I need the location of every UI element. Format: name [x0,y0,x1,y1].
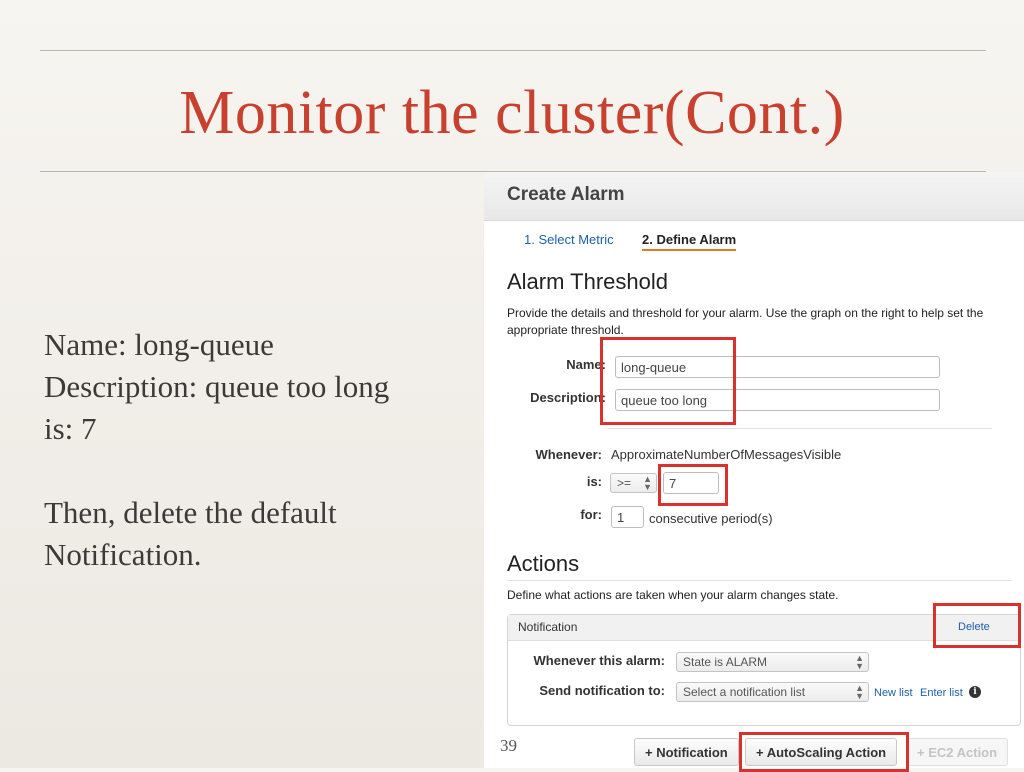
description-field[interactable]: queue too long [615,389,940,411]
actions-description: Define what actions are taken when your alarm changes state. [507,588,839,602]
alarm-state-value: State is ALARM [683,655,768,669]
is-label: is: [586,474,602,489]
metric-name: ApproximateNumberOfMessagesVisible [611,447,842,462]
tab-select-metric[interactable]: 1. Select Metric [524,232,614,247]
whenever-label: Whenever: [535,447,602,462]
page-number: 39 [500,736,517,755]
description-label: Description: [530,390,606,405]
actions-divider [507,580,1012,581]
chevron-updown-icon: ▲ ▼ [855,653,864,671]
body-line: Name: long-queue [44,327,274,362]
body-line: Description: queue too long [44,369,390,404]
delete-link[interactable]: Delete [958,621,990,633]
highlight-threshold [658,464,728,506]
operator-value: >= [617,476,632,490]
add-autoscaling-action-button[interactable]: + AutoScaling Action [745,738,897,766]
create-alarm-screenshot [484,172,1024,768]
notification-list-value: Select a notification list [683,685,806,699]
periods-text: consecutive period(s) [649,511,773,526]
slide-title: Monitor the cluster(Cont.) [179,79,845,147]
body-line: is: 7 [44,411,97,446]
tab-define-alarm[interactable]: 2. Define Alarm [642,232,736,251]
chevron-updown-icon: ▲ ▼ [643,474,652,492]
threshold-value-field[interactable]: 7 [663,472,719,494]
body-line: Notification. [44,537,202,572]
highlight-delete [933,603,1021,648]
add-ec2-action-button: + EC2 Action [906,738,1008,766]
add-notification-button[interactable]: + Notification [634,738,739,766]
actions-heading: Actions [507,551,580,576]
highlight-autoscaling-button [739,732,909,772]
send-notification-label: Send notification to: [539,683,665,698]
enter-list-link[interactable]: Enter list [920,687,963,699]
slide-body [44,324,464,576]
highlight-name-description [600,337,736,425]
panel-title: Create Alarm [507,184,625,205]
new-list-link[interactable]: New list [874,687,913,699]
notification-title: Notification [518,620,578,634]
whenever-alarm-label: Whenever this alarm: [533,653,665,668]
notification-list-select[interactable] [676,682,869,702]
alarm-state-select[interactable] [676,652,869,672]
periods-field[interactable]: 1 [611,506,644,528]
info-icon[interactable]: i [969,686,981,698]
name-field[interactable]: long-queue [615,356,940,378]
name-label: Name: [566,357,606,372]
top-rule [40,50,986,51]
threshold-description: Provide the details and threshold for your alarm. Use the graph on the right to help set the appropriate threshold. [507,306,984,337]
chevron-updown-icon: ▲ ▼ [855,683,864,701]
threshold-heading: Alarm Threshold [507,269,668,294]
for-label: for: [580,507,602,522]
section-divider [607,428,992,429]
panel-header [484,172,1024,221]
operator-select[interactable] [610,473,657,493]
body-line: Then, delete the default [44,495,337,530]
